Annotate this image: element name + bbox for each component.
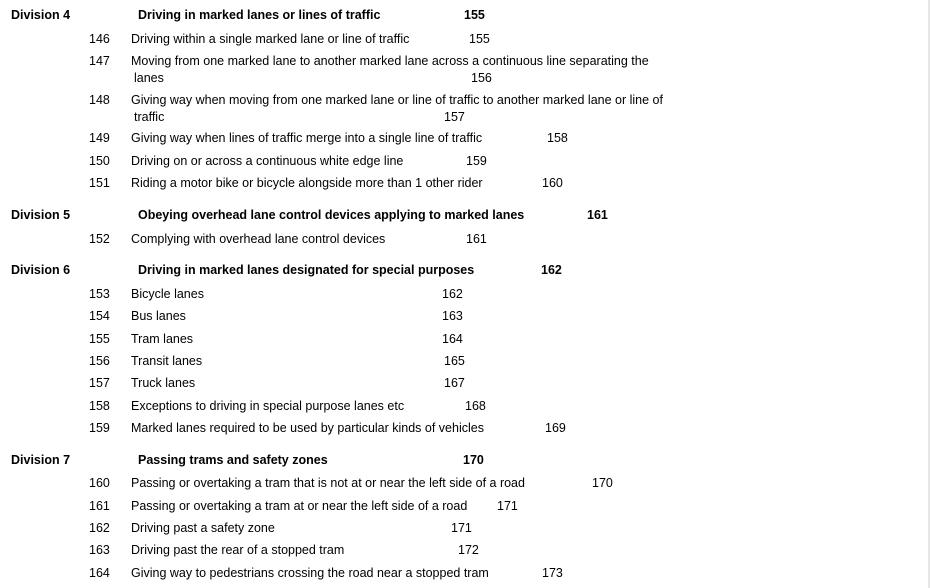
rule-number: 146	[89, 32, 110, 46]
rule-title[interactable]: Riding a motor bike or bicycle alongside more than 1 other rider	[131, 176, 483, 190]
rule-number: 154	[89, 309, 110, 323]
rule-title[interactable]: Marked lanes required to be used by particular kinds of vehicles	[131, 421, 484, 435]
rule-page[interactable]: 160	[542, 176, 563, 190]
division-label: Division 7	[11, 453, 71, 467]
rule-page[interactable]: 157	[444, 110, 465, 124]
rule-page[interactable]: 162	[442, 287, 463, 301]
rule-title[interactable]: Passing or overtaking a tram that is not at or near the left side of a road	[131, 476, 525, 490]
rule-page[interactable]: 173	[542, 566, 563, 580]
rule-title[interactable]: Transit lanes	[131, 354, 203, 368]
rule-page[interactable]: 167	[444, 376, 465, 390]
rule-page[interactable]: 158	[547, 131, 568, 145]
division-page[interactable]: 161	[587, 208, 608, 222]
division-page[interactable]: 155	[464, 8, 485, 22]
rule-title[interactable]: Bus lanes	[131, 309, 186, 323]
division-title[interactable]: Passing trams and safety zones	[138, 453, 328, 467]
page-right-border	[928, 0, 930, 588]
rule-number: 156	[89, 354, 110, 368]
rule-number: 150	[89, 154, 110, 168]
division-label: Division 5	[11, 208, 71, 222]
rule-title[interactable]: Bicycle lanes	[131, 287, 204, 301]
rule-number: 148	[89, 93, 110, 107]
rule-number: 163	[89, 543, 110, 557]
rule-page[interactable]: 163	[442, 309, 463, 323]
rule-page[interactable]: 172	[458, 543, 479, 557]
rule-title[interactable]: Truck lanes	[131, 376, 196, 390]
rule-title[interactable]: Driving on or across a continuous white edge line	[131, 154, 404, 168]
division-page[interactable]: 170	[463, 453, 484, 467]
rule-number: 149	[89, 131, 110, 145]
rule-title-continued[interactable]: traffic	[134, 110, 165, 124]
rule-page[interactable]: 164	[442, 332, 463, 346]
rule-page[interactable]: 159	[466, 154, 487, 168]
rule-title[interactable]: Driving within a single marked lane or line of traffic	[131, 32, 410, 46]
rule-title[interactable]: Exceptions to driving in special purpose lanes etc	[131, 399, 405, 413]
rule-page[interactable]: 170	[592, 476, 613, 490]
rule-page[interactable]: 161	[466, 232, 487, 246]
rule-title[interactable]: Giving way when lines of traffic merge into a single line of traffic	[131, 131, 483, 145]
rule-title[interactable]: Complying with overhead lane control devices	[131, 232, 386, 246]
rule-number: 151	[89, 176, 110, 190]
rule-title[interactable]: Driving past a safety zone	[131, 521, 275, 535]
rule-number: 147	[89, 54, 110, 68]
rule-number: 158	[89, 399, 110, 413]
rule-number: 164	[89, 566, 110, 580]
division-page[interactable]: 162	[541, 263, 562, 277]
rule-page[interactable]: 169	[545, 421, 566, 435]
rule-title[interactable]: Tram lanes	[131, 332, 194, 346]
rule-number: 152	[89, 232, 110, 246]
rule-number: 159	[89, 421, 110, 435]
rule-page[interactable]: 171	[497, 499, 518, 513]
rule-number: 161	[89, 499, 110, 513]
rule-title[interactable]: Passing or overtaking a tram at or near the left side of a road	[131, 499, 468, 513]
rule-number: 162	[89, 521, 110, 535]
division-title[interactable]: Driving in marked lanes or lines of traffic	[138, 8, 381, 22]
rule-title-continued[interactable]: lanes	[134, 71, 164, 85]
rule-page[interactable]: 155	[469, 32, 490, 46]
rule-page[interactable]: 156	[471, 71, 492, 85]
rule-page[interactable]: 165	[444, 354, 465, 368]
division-title[interactable]: Obeying overhead lane control devices applying to marked lanes	[138, 208, 525, 222]
rule-number: 160	[89, 476, 110, 490]
rule-number: 153	[89, 287, 110, 301]
rule-title[interactable]: Giving way when moving from one marked lane or line of traffic to another marked lane or line of	[131, 93, 663, 107]
rule-title[interactable]: Moving from one marked lane to another marked lane across a continuous line separating the	[131, 54, 649, 68]
rule-title[interactable]: Giving way to pedestrians crossing the road near a stopped tram	[131, 566, 489, 580]
rule-number: 157	[89, 376, 110, 390]
rule-page[interactable]: 171	[451, 521, 472, 535]
rule-title[interactable]: Driving past the rear of a stopped tram	[131, 543, 345, 557]
division-label: Division 6	[11, 263, 71, 277]
division-label: Division 4	[11, 8, 71, 22]
rule-page[interactable]: 168	[465, 399, 486, 413]
rule-number: 155	[89, 332, 110, 346]
division-title[interactable]: Driving in marked lanes designated for special purposes	[138, 263, 475, 277]
